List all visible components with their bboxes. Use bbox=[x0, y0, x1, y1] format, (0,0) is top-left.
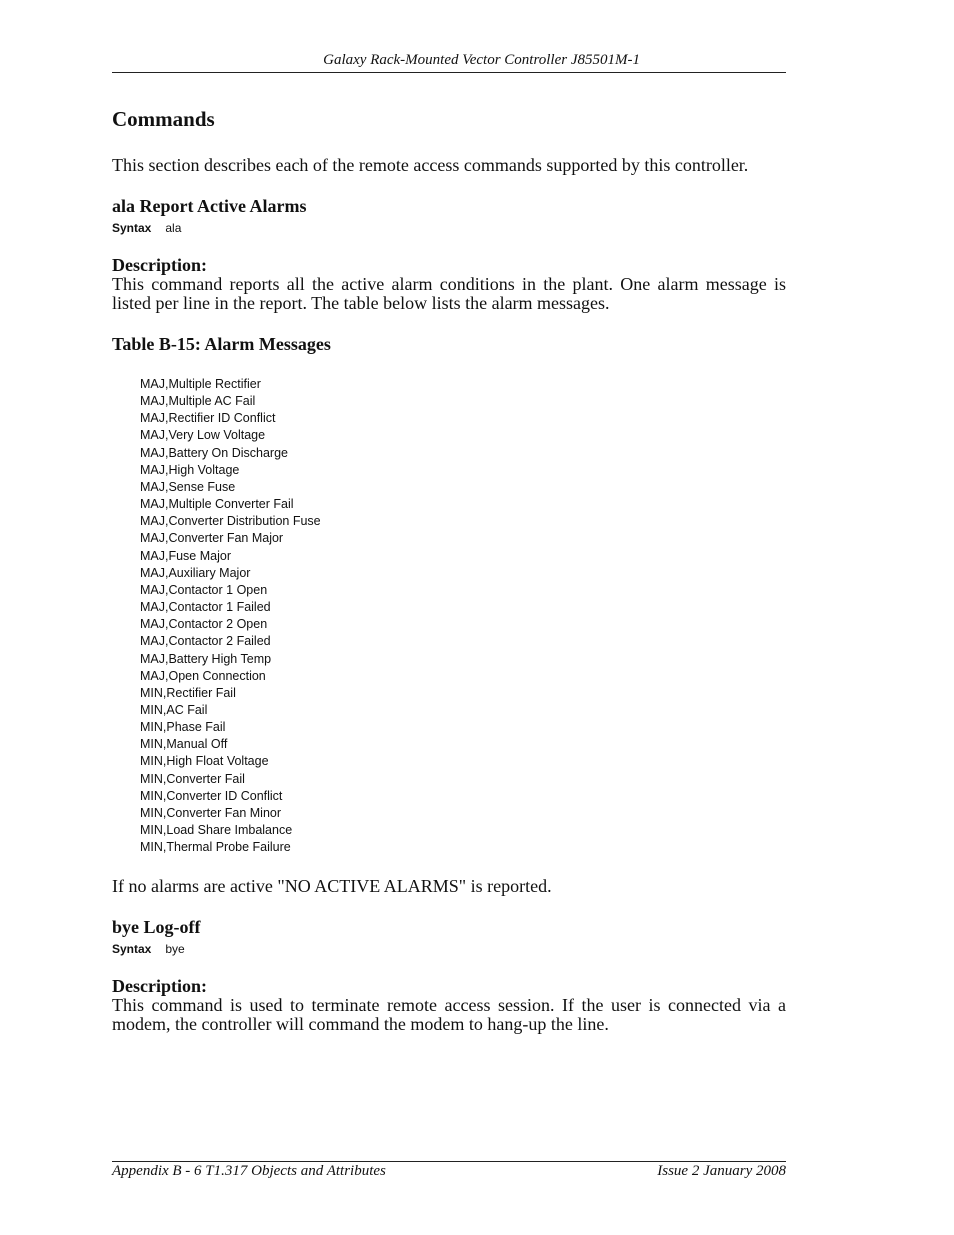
alarm-message-item: MAJ,Battery High Temp bbox=[140, 651, 272, 666]
alarm-message-item: MAJ,Contactor 1 Failed bbox=[140, 600, 271, 615]
alarm-message-item: MIN,Converter Fail bbox=[140, 771, 245, 786]
alarm-message-item: MAJ,Sense Fuse bbox=[140, 479, 236, 494]
ala-command-heading: ala Report Active Alarms bbox=[112, 196, 307, 216]
alarm-message-item: MIN,Phase Fail bbox=[140, 720, 226, 735]
alarm-message-item: MIN,Manual Off bbox=[140, 737, 228, 752]
alarm-message-item: MAJ,Multiple Rectifier bbox=[140, 377, 261, 391]
alarm-messages-list bbox=[140, 376, 786, 856]
alarm-message-item: MIN,Converter ID Conflict bbox=[140, 788, 283, 803]
syntax-value: bye bbox=[165, 942, 185, 957]
section-intro: This section describes each of the remote access commands supported by this controller. bbox=[112, 155, 749, 175]
alarm-message-item: MAJ,Converter Distribution Fuse bbox=[140, 514, 321, 529]
alarm-message-item: MAJ,Contactor 2 Failed bbox=[140, 634, 271, 649]
syntax-label: Syntax bbox=[112, 221, 152, 235]
alarm-message-item: MAJ,Battery On Discharge bbox=[140, 445, 288, 460]
header-rule bbox=[112, 72, 786, 73]
alarm-message-item: MAJ,Fuse Major bbox=[140, 548, 231, 563]
bye-description-label: Description: bbox=[112, 976, 207, 997]
alarm-message-item: MIN,Load Share Imbalance bbox=[140, 823, 293, 838]
running-header: Galaxy Rack-Mounted Vector Controller J85501M-1 bbox=[323, 52, 640, 68]
bye-syntax bbox=[112, 941, 786, 957]
alarm-message-item: MAJ,High Voltage bbox=[140, 462, 240, 477]
alarm-message-item: MIN,AC Fail bbox=[140, 702, 208, 717]
alarm-message-item: MIN,Thermal Probe Failure bbox=[140, 840, 291, 855]
section-title: Commands bbox=[112, 107, 215, 131]
alarm-message-item: MAJ,Multiple AC Fail bbox=[140, 394, 256, 409]
footer-issue-date: Issue 2 January 2008 bbox=[657, 1163, 786, 1179]
bye-description: This command is used to terminate remote access session. If the user is connected via a modem, the controller will command the modem to hang-up the line. bbox=[112, 995, 786, 1035]
alarm-message-item: MAJ,Open Connection bbox=[140, 668, 266, 683]
alarm-message-item: MIN,Rectifier Fail bbox=[140, 685, 236, 700]
no-alarms-note: If no alarms are active "NO ACTIVE ALARMS" is reported. bbox=[112, 876, 552, 897]
alarm-message-item: MIN,Converter Fan Minor bbox=[140, 805, 282, 820]
alarm-message-item: MAJ,Rectifier ID Conflict bbox=[140, 411, 276, 426]
alarm-table-title: Table B-15: Alarm Messages bbox=[112, 334, 331, 354]
ala-description: This command reports all the active alarm conditions in the plant. One alarm message is listed per line in the report. The table below lists the alarm messages. bbox=[112, 274, 786, 313]
alarm-message-item: MAJ,Contactor 1 Open bbox=[140, 582, 268, 597]
alarm-message-item: MAJ,Very Low Voltage bbox=[140, 428, 266, 443]
alarm-message-item: MAJ,Converter Fan Major bbox=[140, 531, 284, 546]
alarm-message-item: MAJ,Multiple Converter Fail bbox=[140, 497, 294, 512]
alarm-message-item: MAJ,Auxiliary Major bbox=[140, 565, 251, 580]
page-content bbox=[112, 104, 786, 1034]
bye-command-heading: bye Log-off bbox=[112, 917, 201, 938]
alarm-message-item: MAJ,Contactor 2 Open bbox=[140, 617, 268, 632]
syntax-label: Syntax bbox=[112, 942, 152, 957]
ala-description-label: Description: bbox=[112, 255, 207, 275]
ala-syntax bbox=[112, 220, 786, 236]
alarm-message-item: MIN,High Float Voltage bbox=[140, 754, 269, 769]
syntax-value: ala bbox=[165, 221, 182, 235]
footer-page-label: Appendix B - 6 T1.317 Objects and Attributes bbox=[112, 1163, 386, 1179]
